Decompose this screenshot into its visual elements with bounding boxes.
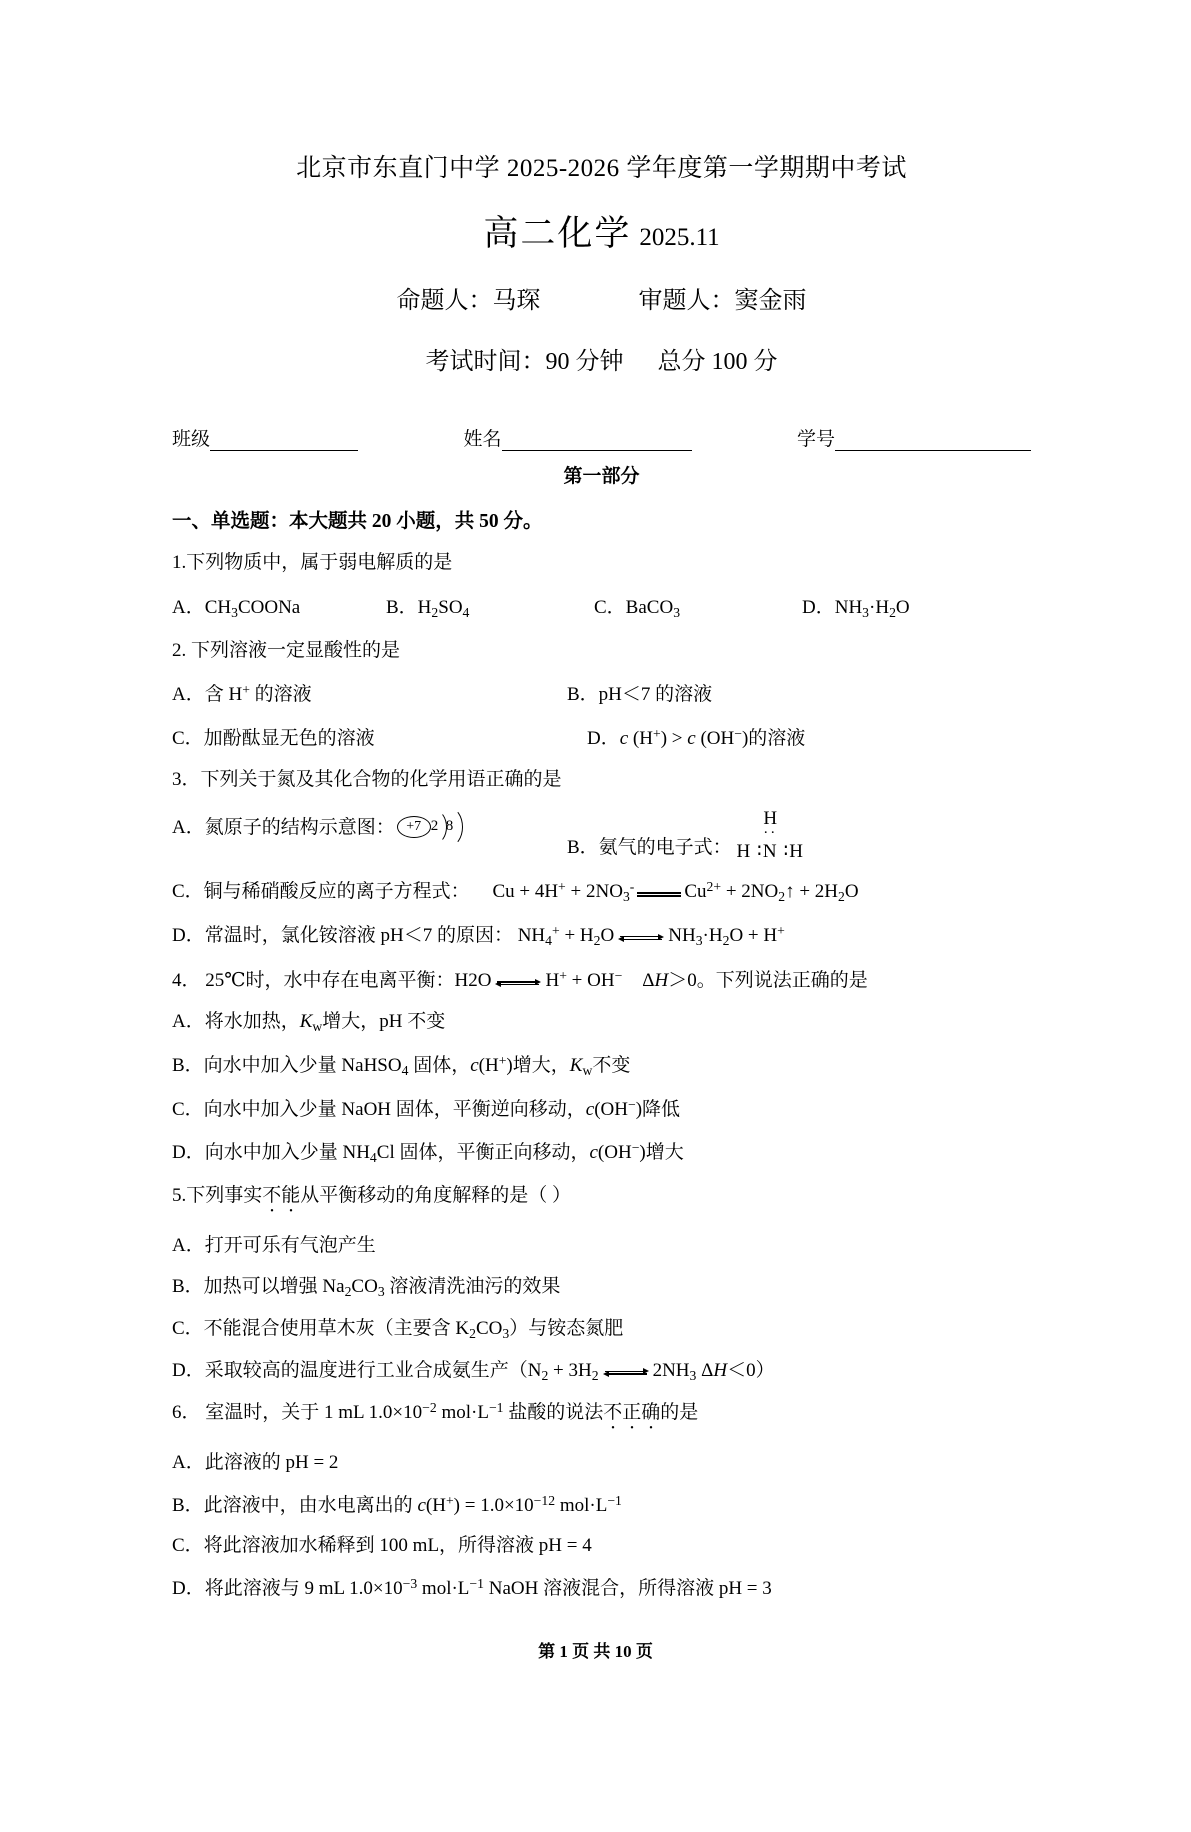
q6-option-a[interactable]: A．此溶液的 pH = 2: [172, 1451, 339, 1473]
lewis-top-atom: H: [763, 808, 778, 830]
q1-option-c[interactable]: C．BaCO$_3$: [594, 596, 681, 620]
q3-option-c[interactable]: C．铜与稀硝酸反应的离子方程式： $Cu + 4H^+ + 2NO_3^-$ $Cu^{2+}$ + $2NO_2↑ + 2H_2O$: [172, 879, 859, 905]
section-heading: 一、单选题：本大题共 20 小题，共 50 分。: [172, 511, 543, 532]
q3-option-d-label: D．常温时，氯化铵溶液 pH＜7 的原因：: [172, 925, 513, 947]
question-1-stem: 1.下列物质中，属于弱电解质的是: [172, 552, 453, 573]
exam-meta: [172, 341, 1031, 376]
q5-stem-a: 5.下列事实: [172, 1185, 263, 1207]
question-1-options: [172, 592, 1031, 621]
question-2-options-row1: [172, 679, 1031, 706]
q2-option-a[interactable]: A．含 H+ 的溶液: [172, 682, 312, 706]
lewis-lone-pair: ··: [763, 825, 778, 842]
class-input-rule[interactable]: [210, 435, 358, 451]
atom-nucleus-charge: +7: [397, 816, 431, 838]
ammonia-lewis-structure: [736, 809, 804, 861]
question-4-stem: 4． 25℃时，水中存在电离平衡：H2O H+ + OH− ΔH＞0。下列说法正确的是: [172, 968, 868, 992]
name-label: 姓名: [463, 429, 502, 450]
q4-option-b[interactable]: B．向水中加入少量 NaHSO$_4$ 固体，c(H+)增大，$K_w$不变: [172, 1053, 631, 1079]
q5-stem-b: 从平衡移动的角度解释的是（ ）: [300, 1185, 572, 1207]
reaction-equals-arrow: [637, 883, 681, 902]
field-class: [172, 424, 358, 451]
equilibrium-arrow-icon: [603, 1362, 649, 1381]
question-2-options-row2: [172, 723, 1031, 750]
q6-option-c[interactable]: C．将此溶液加水稀释到 100 mL，所得溶液 pH = 4: [172, 1535, 592, 1557]
q2-option-b[interactable]: B．pH＜7 的溶液: [567, 684, 713, 706]
nitrogen-atom-structure-diagram: [397, 809, 469, 843]
q5-option-c[interactable]: C．不能混合使用草木灰（主要含 $K_2CO_3$）与铵态氮肥: [172, 1317, 624, 1341]
q3-option-b-label: B．氨气的电子式：: [567, 837, 732, 859]
part-title: 第一部分: [563, 465, 640, 487]
q1-option-b[interactable]: B．$H_2SO_4$: [386, 596, 470, 620]
equilibrium-arrow-icon: [495, 973, 541, 992]
q3-option-c-label: C．铜与稀硝酸反应的离子方程式：: [172, 881, 470, 903]
atom-shell-count-2: 8: [445, 818, 454, 835]
q5-option-b[interactable]: B．加热可以增强 $Na_2CO_3$ 溶液清洗油污的效果: [172, 1275, 561, 1299]
q4-option-c[interactable]: C．向水中加入少量 NaOH 固体，平衡逆向移动，c(OH−)降低: [172, 1097, 681, 1121]
q4-option-d[interactable]: D．向水中加入少量 $NH_4Cl$ 固体，平衡正向移动，c(OH−)增大: [172, 1140, 684, 1165]
q5-option-d[interactable]: D．采取较高的温度进行工业合成氨生产（$N_2 + 3H_2$ $2NH_3$ ΔH＜0）: [172, 1359, 775, 1383]
q3-option-a-label: A．氮原子的结构示意图：: [172, 817, 395, 839]
q3-option-b[interactable]: [567, 809, 804, 861]
question-3-stem: 3．下列关于氮及其化合物的化学用语正确的是: [172, 769, 562, 791]
q6-option-d[interactable]: D．将此溶液与 9 mL $1.0\times 10^{-3}$ $mol\cdot L^{-1}$ NaOH 溶液混合，所得溶液 pH = 3: [172, 1576, 772, 1600]
subject-line: [172, 206, 1031, 256]
lewis-middle-row: H ∶N ∶H: [736, 841, 804, 863]
author-line: [172, 280, 1031, 315]
question-3-options-row1: [172, 809, 1031, 861]
id-label: 学号: [796, 429, 835, 450]
exam-date: 2025.11: [639, 224, 720, 251]
question-6-stem: 6． 室温时，关于 1 mL $1.0\times 10^{-2}$ $mol\cdot L^{-1}$ 盐酸的说法不正确的是: [172, 1399, 699, 1423]
q1-option-a[interactable]: A．$CH_3COONa$: [172, 596, 301, 620]
page-footer: 第 1 页 共 10 页: [538, 1642, 653, 1661]
q5-stem-emphasis: 不能: [262, 1185, 301, 1207]
q4-stem-pre: 4． 25℃时，水中存在电离平衡：H2O: [172, 970, 492, 992]
student-fields: [172, 424, 1031, 451]
field-id: [797, 424, 1031, 451]
exam-page: [0, 148, 1191, 1601]
field-name: [463, 424, 691, 451]
question-2-stem: 2. 下列溶液一定显酸性的是: [172, 639, 401, 661]
q6-option-b[interactable]: B．此溶液中，由水电离出的 $c(H^+) = 1.0\times 10^{-12}$ $mol\cdot L^{-1}$: [172, 1492, 622, 1516]
subject-name: 高二化学: [483, 214, 632, 253]
id-input-rule[interactable]: [835, 435, 1031, 451]
page-title: 北京市东直门中学 2025-2026 学年度第一学期期中考试: [296, 155, 907, 182]
q5-option-a[interactable]: A．打开可乐有气泡产生: [172, 1235, 376, 1257]
q6-stem-emphasis: 不正确: [603, 1401, 661, 1423]
equilibrium-arrow-icon: [618, 927, 664, 946]
q2-option-c[interactable]: C．加酚酞显无色的溶液: [172, 728, 375, 750]
setter-label: 命题人：马琛: [396, 288, 541, 314]
exam-time: 考试时间：90 分钟: [425, 349, 624, 375]
total-score: 总分 100 分: [657, 349, 778, 375]
atom-shell-count-1: 2: [430, 818, 439, 835]
class-label: 班级: [172, 429, 211, 450]
q4-option-a[interactable]: A．将水加热，$K_w$增大，pH 不变: [172, 1011, 446, 1034]
q1-option-d[interactable]: D．$NH_3\cdot H_2O$: [802, 596, 910, 620]
q3-option-d[interactable]: D．常温时，氯化铵溶液 pH＜7 的原因： $NH_4^+ + H_2O$ $NH_3\cdot H_2O + H^+$: [172, 923, 785, 949]
name-input-rule[interactable]: [502, 435, 692, 451]
reviewer-label: 审题人：窦金雨: [638, 288, 807, 314]
question-5-stem: [172, 1184, 1031, 1217]
q3-option-a[interactable]: [172, 809, 567, 861]
q2-option-d[interactable]: D．c (H+) > c (OH−)的溶液: [587, 726, 806, 750]
